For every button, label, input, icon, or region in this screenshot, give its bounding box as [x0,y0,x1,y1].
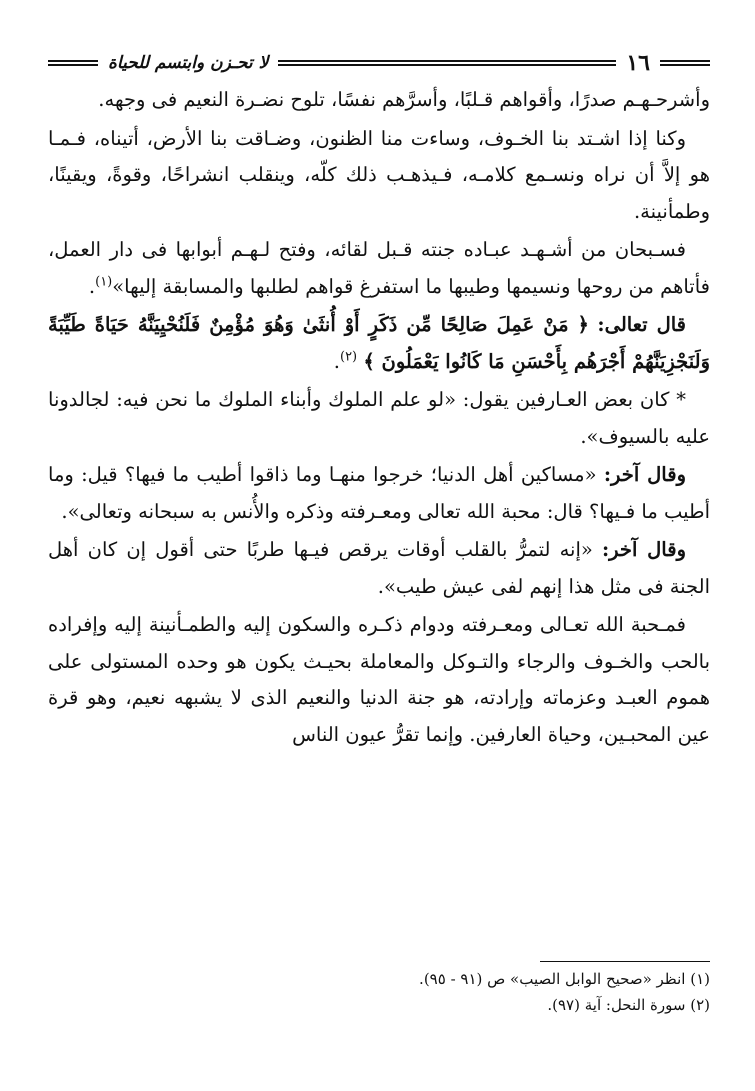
quote-lead: وقال آخر: [601,538,686,561]
footnote: (٢) سورة النحل: آية (٩٧). [547,996,710,1014]
footnote-ref: (١) [95,274,113,289]
quote-continuation: قيل: وما أطيب ما فـيها؟ قال: محبة الله تعالى ومعـرفته وذكره والأُنس به سبحانه وتعالى». [48,463,710,523]
header-rule-middle [278,60,616,66]
quran-lead: قال تعالى: [597,313,687,336]
footnotes [48,966,710,1018]
quote-continuation: أهل الجنة فى مثل هذا إنهم لفى عيش طيب». [48,538,710,598]
header-rule-left [48,60,98,66]
footnote-ref: (٢) [339,349,358,364]
quote-lead: وقال آخر: [603,463,686,486]
quote-paragraph [48,457,710,530]
footnote: (١) انظر «صحيح الوابل الصيب» ص (٩١ - ٩٥). [419,970,710,988]
paragraph: * كان بعض العـارفين يقول: «لو علم الملوك وأبناء الملوك ما نحن فيه: لجالدونا عليه بالسيوف». [48,388,710,448]
paragraph: وكنا إذا اشـتد بنا الخـوف، وساءت منا الظنون، وضـاقت بنا الأرض، أتيناه، فـمـا هو إلاَّ أن نراه ونسـمع كلامـه، فـيذهـب ذلك كلّه، وينقلب انشراحًا، وقوةً، ويقينًا، وطمأنينة. [48,126,710,223]
page-number: ١٦ [626,50,650,76]
quote-paragraph [48,532,710,605]
footnote-rule [540,961,710,962]
quote-text: «مساكين أهل الدنيا؛ خرجوا منهـا وما ذاقوا أطيب ما فيها؟ [124,463,597,486]
page-header [48,50,710,76]
quran-paragraph: قال تعالى: ﴿ مَنْ عَمِلَ صَالِحًا مِّن ذَكَرٍ أَوْ أُنثَىٰ وَهُوَ مُؤْمِنٌ فَلَنُحْيِيَنَّهُ حَيَاةً طَيِّبَةً وَلَنَجْزِيَنَّهُمْ أَجْرَهُم بِأَحْسَنِ مَا كَانُوا يَعْمَلُونَ ﴾ $^{(٢)}$. [48,313,710,373]
paragraph: وأشرحـهـم صدرًا، وأقواهم قـلبًا، وأسرَّهم نفسًا، تلوح نضـرة النعيم فى وجهه. [98,88,710,111]
paragraph: فمـحبة الله تعـالى ومعـرفته ودوام ذكـره والسكون إليه والطمـأنينة إليه وإفراده بالحب والخـوف والرجاء والتـوكل والمعاملة بحيـث يكون هو وحده المستولى على هموم العبـد وعزماته وإرادته، هو جنة الدنيا والنعيم الذى لا يشبهه نعيم، وهو قرة عين المحبـين، وحياة العارفين. وإنما تقرُّ عيون الناس [48,613,710,746]
header-rule-right [660,60,710,66]
paragraph-text: فسـبحان من أشـهـد عبـاده جنته قـبل لقائه، وفتح لـهـم أبوابها فى دار العمل، فأتاهم من روحها ونسيمها وطيبها ما استفرغ قواهم لطلبها والمسابقة إليها» [48,238,710,298]
quote-text: «إنه لتمرُّ بالقلب أوقات يرقص فيـها طربًا حتى أقول إن كان [87,538,593,561]
page-body [48,82,710,753]
running-title: لا تحـزن وابتسم للحياة [108,53,269,73]
paragraph: فسـبحان من أشـهـد عبـاده جنته قـبل لقائه، وفتح لـهـم أبوابها فى دار العمل، فأتاهم من روحها ونسيمها وطيبها ما استفرغ قواهم لطلبها والمسابقة إليها»$^{(١)}$. [48,238,710,298]
quran-verse: ﴿ مَنْ عَمِلَ صَالِحًا مِّن ذَكَرٍ أَوْ أُنثَىٰ وَهُوَ مُؤْمِنٌ فَلَنُحْيِيَنَّهُ حَيَاةً طَيِّبَةً وَلَنَجْزِيَنَّهُمْ أَجْرَهُم بِأَحْسَنِ مَا كَانُوا يَعْمَلُونَ ﴾ [48,313,710,373]
